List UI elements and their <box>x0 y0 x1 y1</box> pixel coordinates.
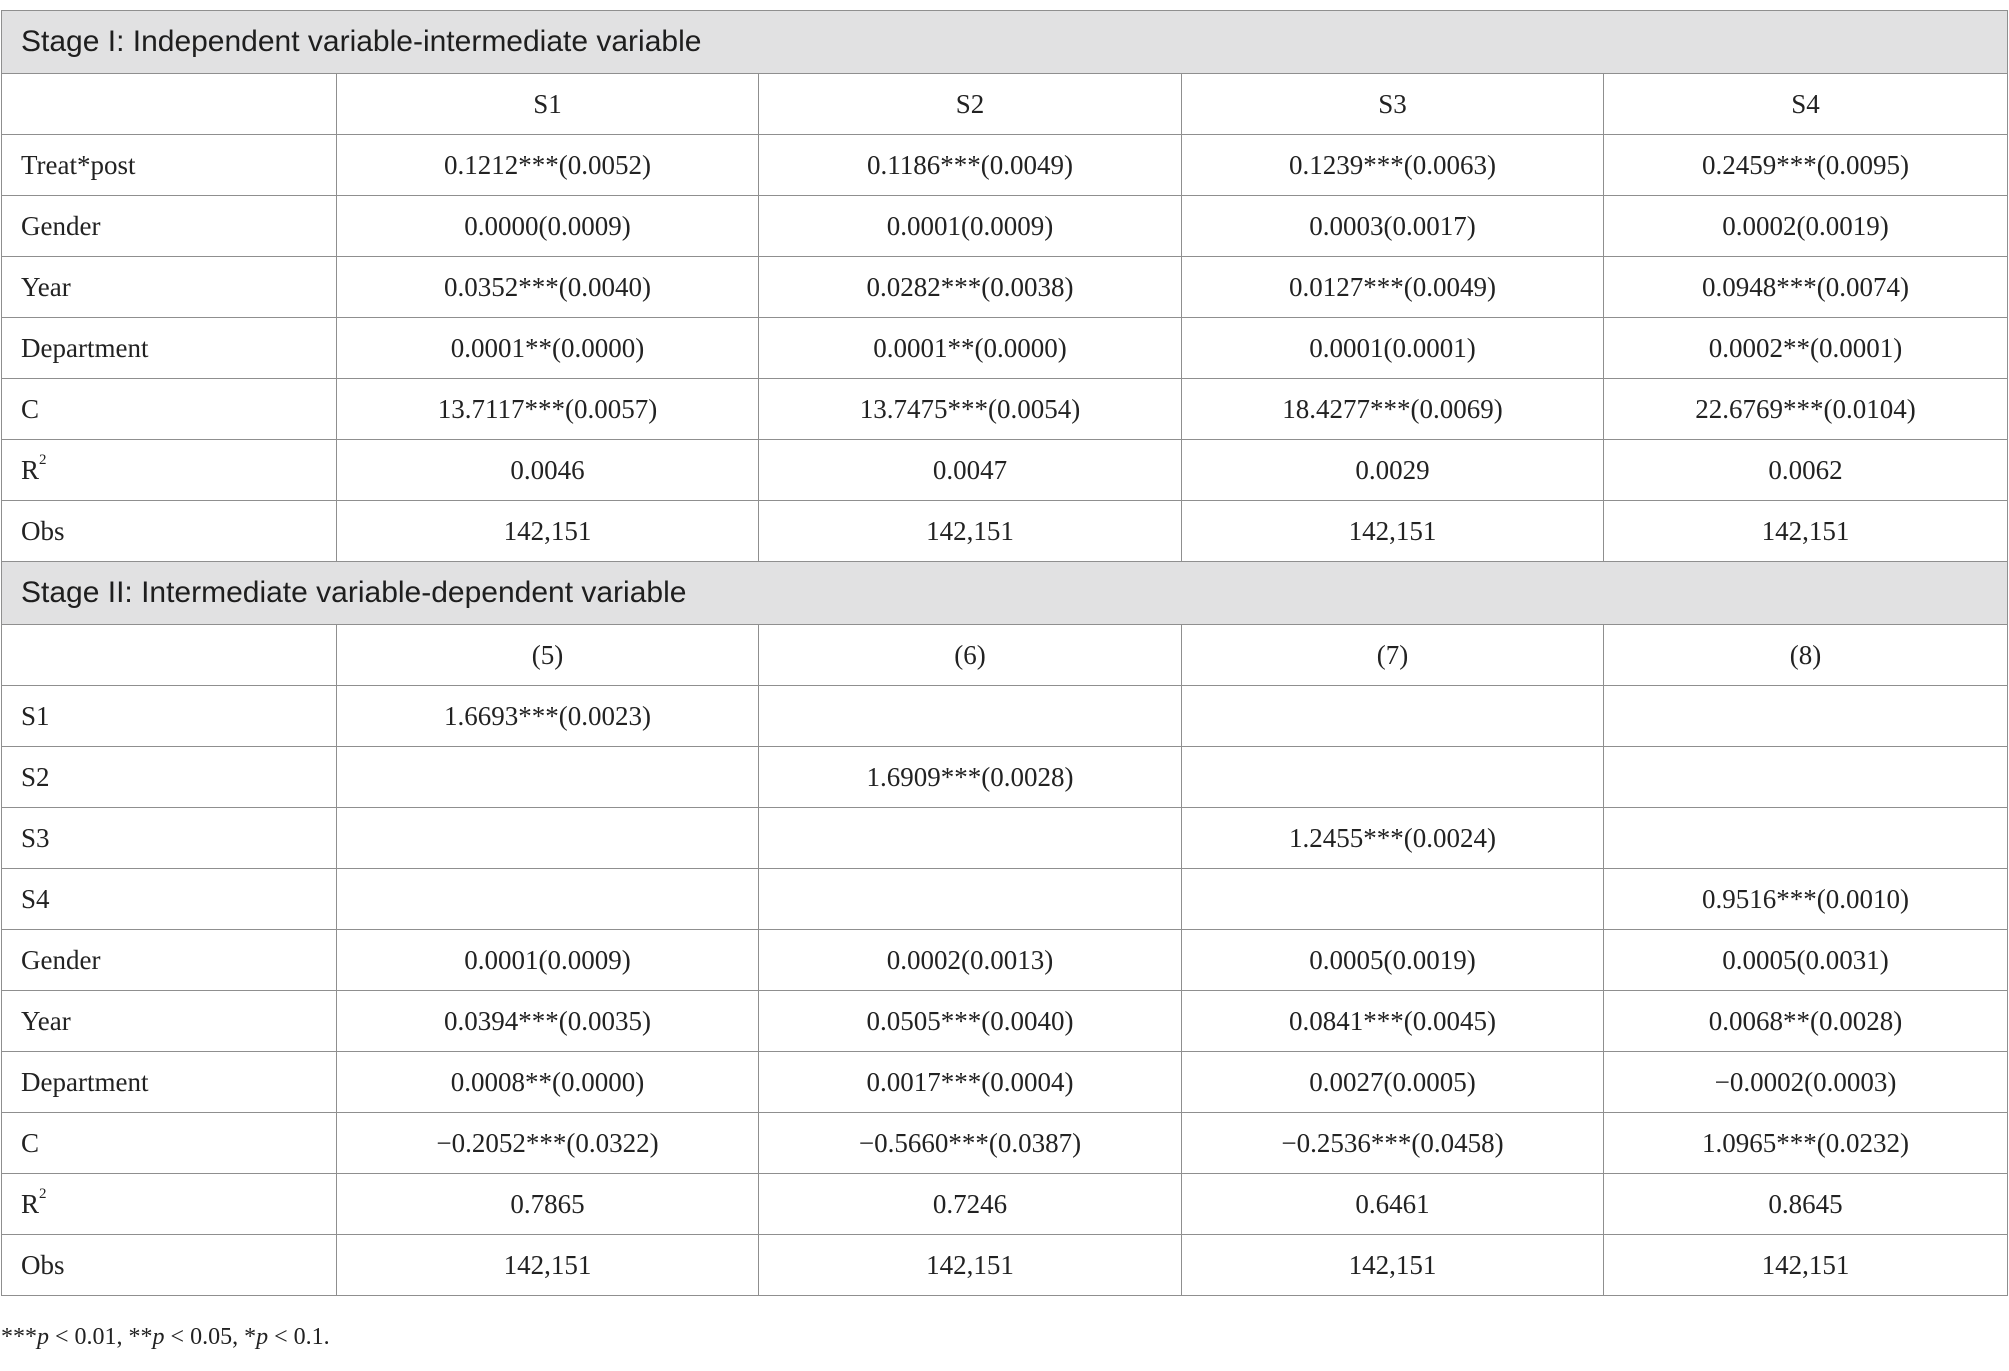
column-header <box>2 74 337 135</box>
row-label-superscript: 2 <box>39 1185 47 1202</box>
row-label-text: Gender <box>21 210 101 241</box>
table-cell: 142,151 <box>759 501 1182 562</box>
table-cell <box>1182 869 1604 930</box>
row-label <box>2 501 337 562</box>
row-label <box>2 808 337 869</box>
results-table-container <box>1 10 2007 1296</box>
table-cell <box>759 869 1182 930</box>
table-cell <box>1604 808 2008 869</box>
table-row <box>2 1235 2008 1296</box>
table-cell: 0.0001(0.0009) <box>759 196 1182 257</box>
row-label <box>2 1113 337 1174</box>
table-cell <box>1604 747 2008 808</box>
column-header: S4 <box>1604 74 2008 135</box>
column-header: S3 <box>1182 74 1604 135</box>
footnote-text-3: < 0.1. <box>268 1324 330 1350</box>
table-cell: 142,151 <box>1604 1235 2008 1296</box>
row-label <box>2 379 337 440</box>
table-row <box>2 747 2008 808</box>
mediation-results-table <box>1 10 2008 1296</box>
table-cell: 0.0068**(0.0028) <box>1604 991 2008 1052</box>
stage1-title: Stage I: Independent variable-intermediate variable <box>2 11 2008 74</box>
table-cell: 0.0047 <box>759 440 1182 501</box>
table-cell: −0.5660***(0.0387) <box>759 1113 1182 1174</box>
table-cell: 0.0005(0.0031) <box>1604 930 2008 991</box>
column-header: S2 <box>759 74 1182 135</box>
row-label-text: C <box>21 393 40 424</box>
table-cell: 1.6909***(0.0028) <box>759 747 1182 808</box>
table-cell: 142,151 <box>1604 501 2008 562</box>
table-cell: 0.0394***(0.0035) <box>337 991 759 1052</box>
stage2-header-row <box>2 562 2008 625</box>
table-cell: 142,151 <box>759 1235 1182 1296</box>
table-row <box>2 501 2008 562</box>
table-cell: 0.0282***(0.0038) <box>759 257 1182 318</box>
table-cell: 22.6769***(0.0104) <box>1604 379 2008 440</box>
row-label-text: S4 <box>21 883 50 914</box>
table-cell: 0.0000(0.0009) <box>337 196 759 257</box>
table-row <box>2 1113 2008 1174</box>
table-row <box>2 135 2008 196</box>
table-cell: 0.0005(0.0019) <box>1182 930 1604 991</box>
stage1-column-header-row <box>2 74 2008 135</box>
table-cell: 0.0505***(0.0040) <box>759 991 1182 1052</box>
row-label <box>2 747 337 808</box>
table-row <box>2 930 2008 991</box>
footnote-p-3: p <box>256 1324 269 1350</box>
table-cell: 18.4277***(0.0069) <box>1182 379 1604 440</box>
row-label-text: Department <box>21 1066 149 1097</box>
table-cell: −0.2536***(0.0458) <box>1182 1113 1604 1174</box>
row-label-text: R <box>21 1188 40 1219</box>
table-cell: 0.0027(0.0005) <box>1182 1052 1604 1113</box>
table-cell: 0.0948***(0.0074) <box>1604 257 2008 318</box>
table-cell <box>759 686 1182 747</box>
table-cell <box>1182 747 1604 808</box>
row-label <box>2 1174 337 1235</box>
table-cell: 142,151 <box>1182 1235 1604 1296</box>
table-cell: 142,151 <box>337 1235 759 1296</box>
row-label <box>2 135 337 196</box>
row-label <box>2 991 337 1052</box>
table-cell: 13.7117***(0.0057) <box>337 379 759 440</box>
row-label <box>2 869 337 930</box>
row-label <box>2 440 337 501</box>
table-cell: 0.0002**(0.0001) <box>1604 318 2008 379</box>
table-cell: 0.6461 <box>1182 1174 1604 1235</box>
table-cell: 0.0002(0.0019) <box>1604 196 2008 257</box>
row-label <box>2 1052 337 1113</box>
table-row <box>2 869 2008 930</box>
table-cell: 0.0001(0.0001) <box>1182 318 1604 379</box>
table-cell: 0.2459***(0.0095) <box>1604 135 2008 196</box>
footnote-p-2: p <box>152 1324 165 1350</box>
table-cell: 0.0841***(0.0045) <box>1182 991 1604 1052</box>
table-cell <box>759 808 1182 869</box>
table-cell: 0.0352***(0.0040) <box>337 257 759 318</box>
table-row <box>2 1174 2008 1235</box>
table-cell <box>1182 686 1604 747</box>
table-cell: 0.8645 <box>1604 1174 2008 1235</box>
row-label-text: Year <box>21 271 71 302</box>
table-cell: 0.0046 <box>337 440 759 501</box>
table-cell <box>1604 686 2008 747</box>
stage2-title: Stage II: Intermediate variable-dependent variable <box>2 562 2008 625</box>
table-cell: 13.7475***(0.0054) <box>759 379 1182 440</box>
table-cell: 0.0003(0.0017) <box>1182 196 1604 257</box>
column-header: (8) <box>1604 625 2008 686</box>
row-label-text: S3 <box>21 822 50 853</box>
table-body <box>2 11 2008 1296</box>
footnote-stars-1: *** <box>1 1324 37 1350</box>
table-row <box>2 379 2008 440</box>
table-cell: 1.0965***(0.0232) <box>1604 1113 2008 1174</box>
table-cell: 142,151 <box>337 501 759 562</box>
table-cell: 142,151 <box>1182 501 1604 562</box>
table-cell: 0.1239***(0.0063) <box>1182 135 1604 196</box>
table-cell: 0.0017***(0.0004) <box>759 1052 1182 1113</box>
row-label-text: Department <box>21 332 149 363</box>
column-header: (6) <box>759 625 1182 686</box>
row-label-text: S1 <box>21 700 50 731</box>
table-cell: 1.2455***(0.0024) <box>1182 808 1604 869</box>
table-cell: 0.0062 <box>1604 440 2008 501</box>
row-label-text: Obs <box>21 1249 65 1280</box>
column-header: (7) <box>1182 625 1604 686</box>
table-row <box>2 257 2008 318</box>
column-header: S1 <box>337 74 759 135</box>
row-label <box>2 1235 337 1296</box>
footnote-text-1: < 0.01, ** <box>49 1324 153 1350</box>
row-label-text: S2 <box>21 761 50 792</box>
table-cell: 0.0001(0.0009) <box>337 930 759 991</box>
table-row <box>2 196 2008 257</box>
column-header: (5) <box>337 625 759 686</box>
row-label <box>2 196 337 257</box>
table-cell: 0.0127***(0.0049) <box>1182 257 1604 318</box>
table-cell: 0.0008**(0.0000) <box>337 1052 759 1113</box>
table-row <box>2 808 2008 869</box>
table-row <box>2 440 2008 501</box>
footnote-p-1: p <box>37 1324 49 1350</box>
table-cell <box>337 747 759 808</box>
row-label-text: Treat*post <box>21 149 136 180</box>
footnote-text-2: < 0.05, * <box>164 1324 257 1350</box>
table-cell: 0.1212***(0.0052) <box>337 135 759 196</box>
row-label-text: Year <box>21 1005 71 1036</box>
table-row <box>2 1052 2008 1113</box>
row-label-text: R <box>21 454 40 485</box>
column-header <box>2 625 337 686</box>
table-cell: 0.0029 <box>1182 440 1604 501</box>
row-label <box>2 686 337 747</box>
table-cell: 0.0001**(0.0000) <box>759 318 1182 379</box>
table-cell <box>337 808 759 869</box>
table-cell: 0.9516***(0.0010) <box>1604 869 2008 930</box>
row-label <box>2 318 337 379</box>
table-cell: 0.0001**(0.0000) <box>337 318 759 379</box>
row-label-text: C <box>21 1127 40 1158</box>
row-label-text: Obs <box>21 515 65 546</box>
table-cell: 1.6693***(0.0023) <box>337 686 759 747</box>
table-cell: −0.2052***(0.0322) <box>337 1113 759 1174</box>
stage1-header-row <box>2 11 2008 74</box>
stage2-column-header-row <box>2 625 2008 686</box>
significance-footnote <box>1 1324 330 1351</box>
table-row <box>2 991 2008 1052</box>
table-row <box>2 318 2008 379</box>
table-cell <box>337 869 759 930</box>
table-cell: 0.1186***(0.0049) <box>759 135 1182 196</box>
row-label <box>2 257 337 318</box>
table-cell: 0.7246 <box>759 1174 1182 1235</box>
row-label-text: Gender <box>21 944 101 975</box>
table-cell: −0.0002(0.0003) <box>1604 1052 2008 1113</box>
table-row <box>2 686 2008 747</box>
table-cell: 0.7865 <box>337 1174 759 1235</box>
row-label <box>2 930 337 991</box>
table-cell: 0.0002(0.0013) <box>759 930 1182 991</box>
row-label-superscript: 2 <box>39 451 47 468</box>
